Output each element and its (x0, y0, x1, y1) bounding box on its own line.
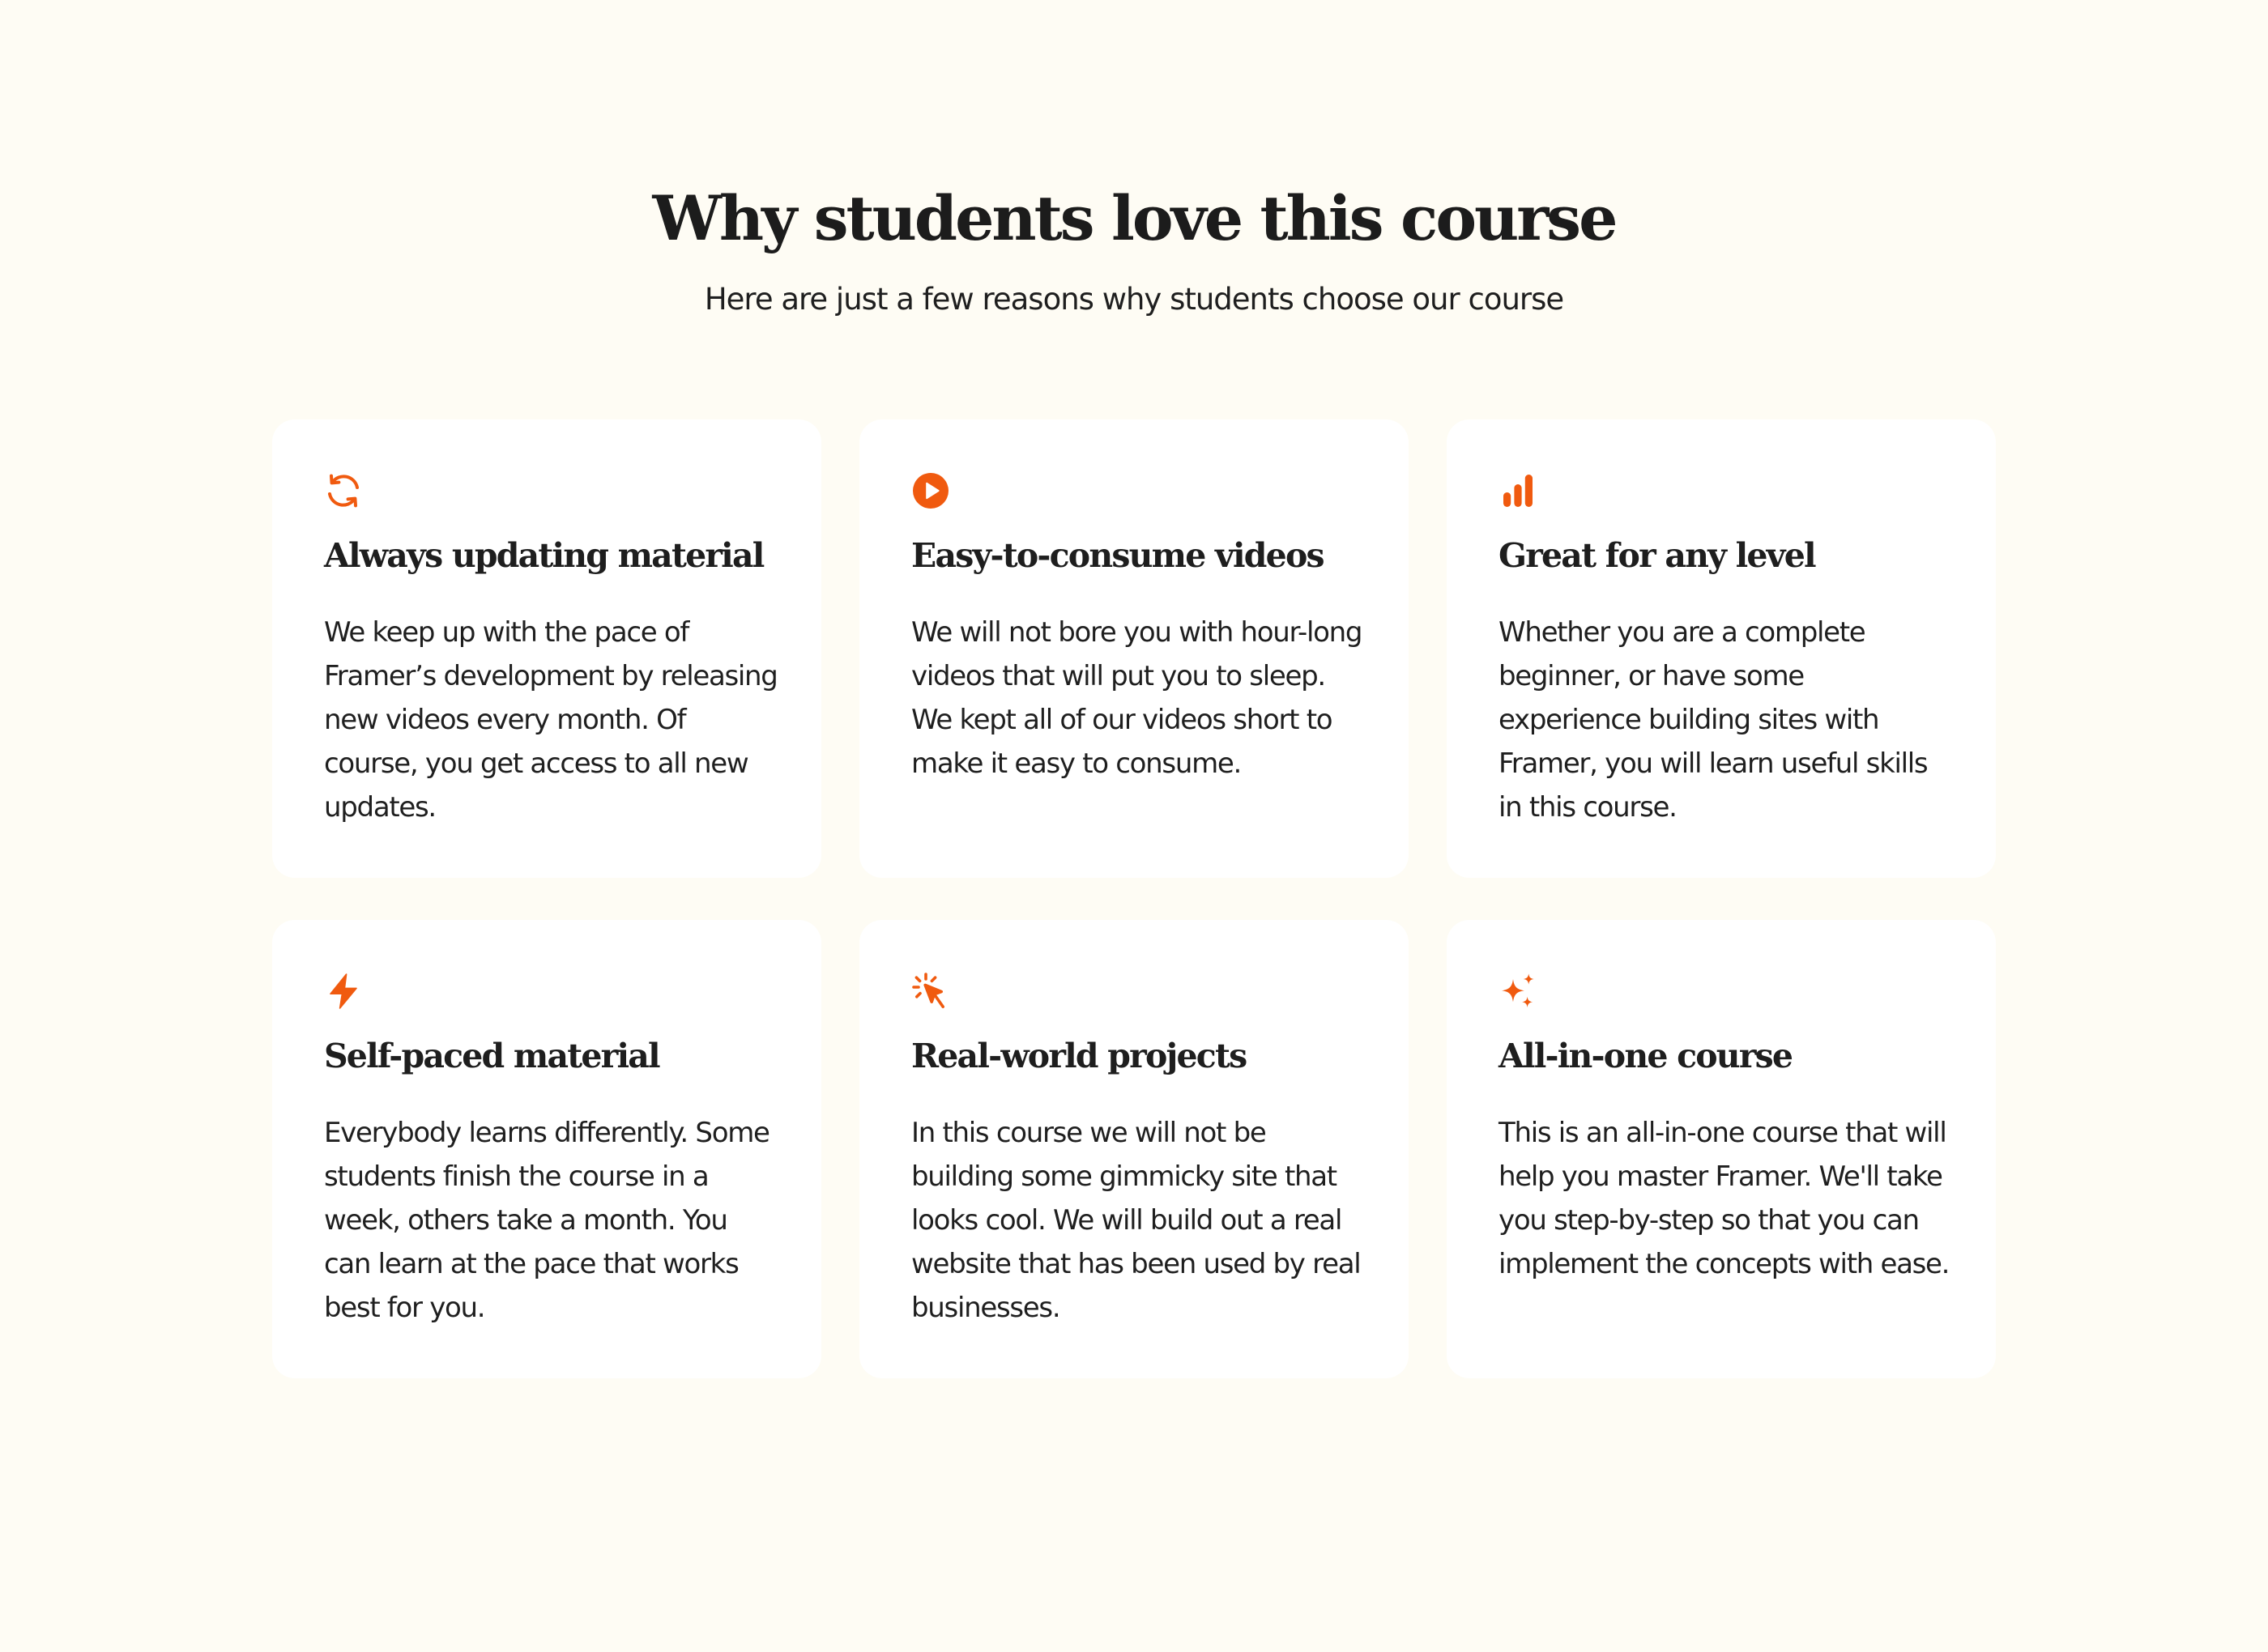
feature-description: We will not bore you with hour-long videos that will put you to sleep. We kept all of our videos short to make it easy to consume. (911, 616, 1362, 780)
feature-title: All-in-one course (1498, 1037, 1793, 1075)
feature-card-any-level (1447, 419, 1996, 878)
features-grid (272, 419, 1996, 1378)
feature-title: Self-paced material (324, 1037, 659, 1075)
cursor-click-icon (911, 972, 950, 1011)
feature-description: We keep up with the pace of Framer’s development by releasing new videos every month. Of course, you get access to all new updates. (324, 616, 778, 824)
feature-description: Everybody learns differently. Some students finish the course in a week, others take a month. You can learn at the pace that works best for you. (324, 1117, 770, 1324)
feature-description: Whether you are a complete beginner, or have some experience building sites with Framer, you will learn useful skills in this course. (1498, 616, 1928, 824)
feature-title: Easy-to-consume videos (911, 536, 1324, 575)
feature-card-always-updating (272, 419, 821, 878)
feature-card-all-in-one (1447, 920, 1996, 1378)
feature-description: This is an all-in-one course that will help you master Framer. We'll take you step-by-step so that you can implement the concepts with ease. (1498, 1117, 1950, 1280)
feature-card-easy-videos (859, 419, 1409, 878)
feature-card-real-world (859, 920, 1409, 1378)
section-title: Why students love this course (652, 182, 1616, 254)
feature-title: Great for any level (1498, 536, 1815, 575)
feature-title: Always updating material (324, 536, 764, 575)
feature-card-self-paced (272, 920, 821, 1378)
play-circle-icon (911, 471, 950, 510)
refresh-icon (324, 471, 363, 510)
feature-description: In this course we will not be building some gimmicky site that looks cool. We will build out a real website that has been used by real businesses. (911, 1117, 1361, 1324)
feature-title: Real-world projects (911, 1037, 1247, 1075)
section-subtitle: Here are just a few reasons why students choose our course (704, 282, 1564, 317)
lightning-icon (324, 972, 363, 1011)
sparkles-icon (1498, 972, 1537, 1011)
bar-chart-icon (1498, 471, 1537, 510)
